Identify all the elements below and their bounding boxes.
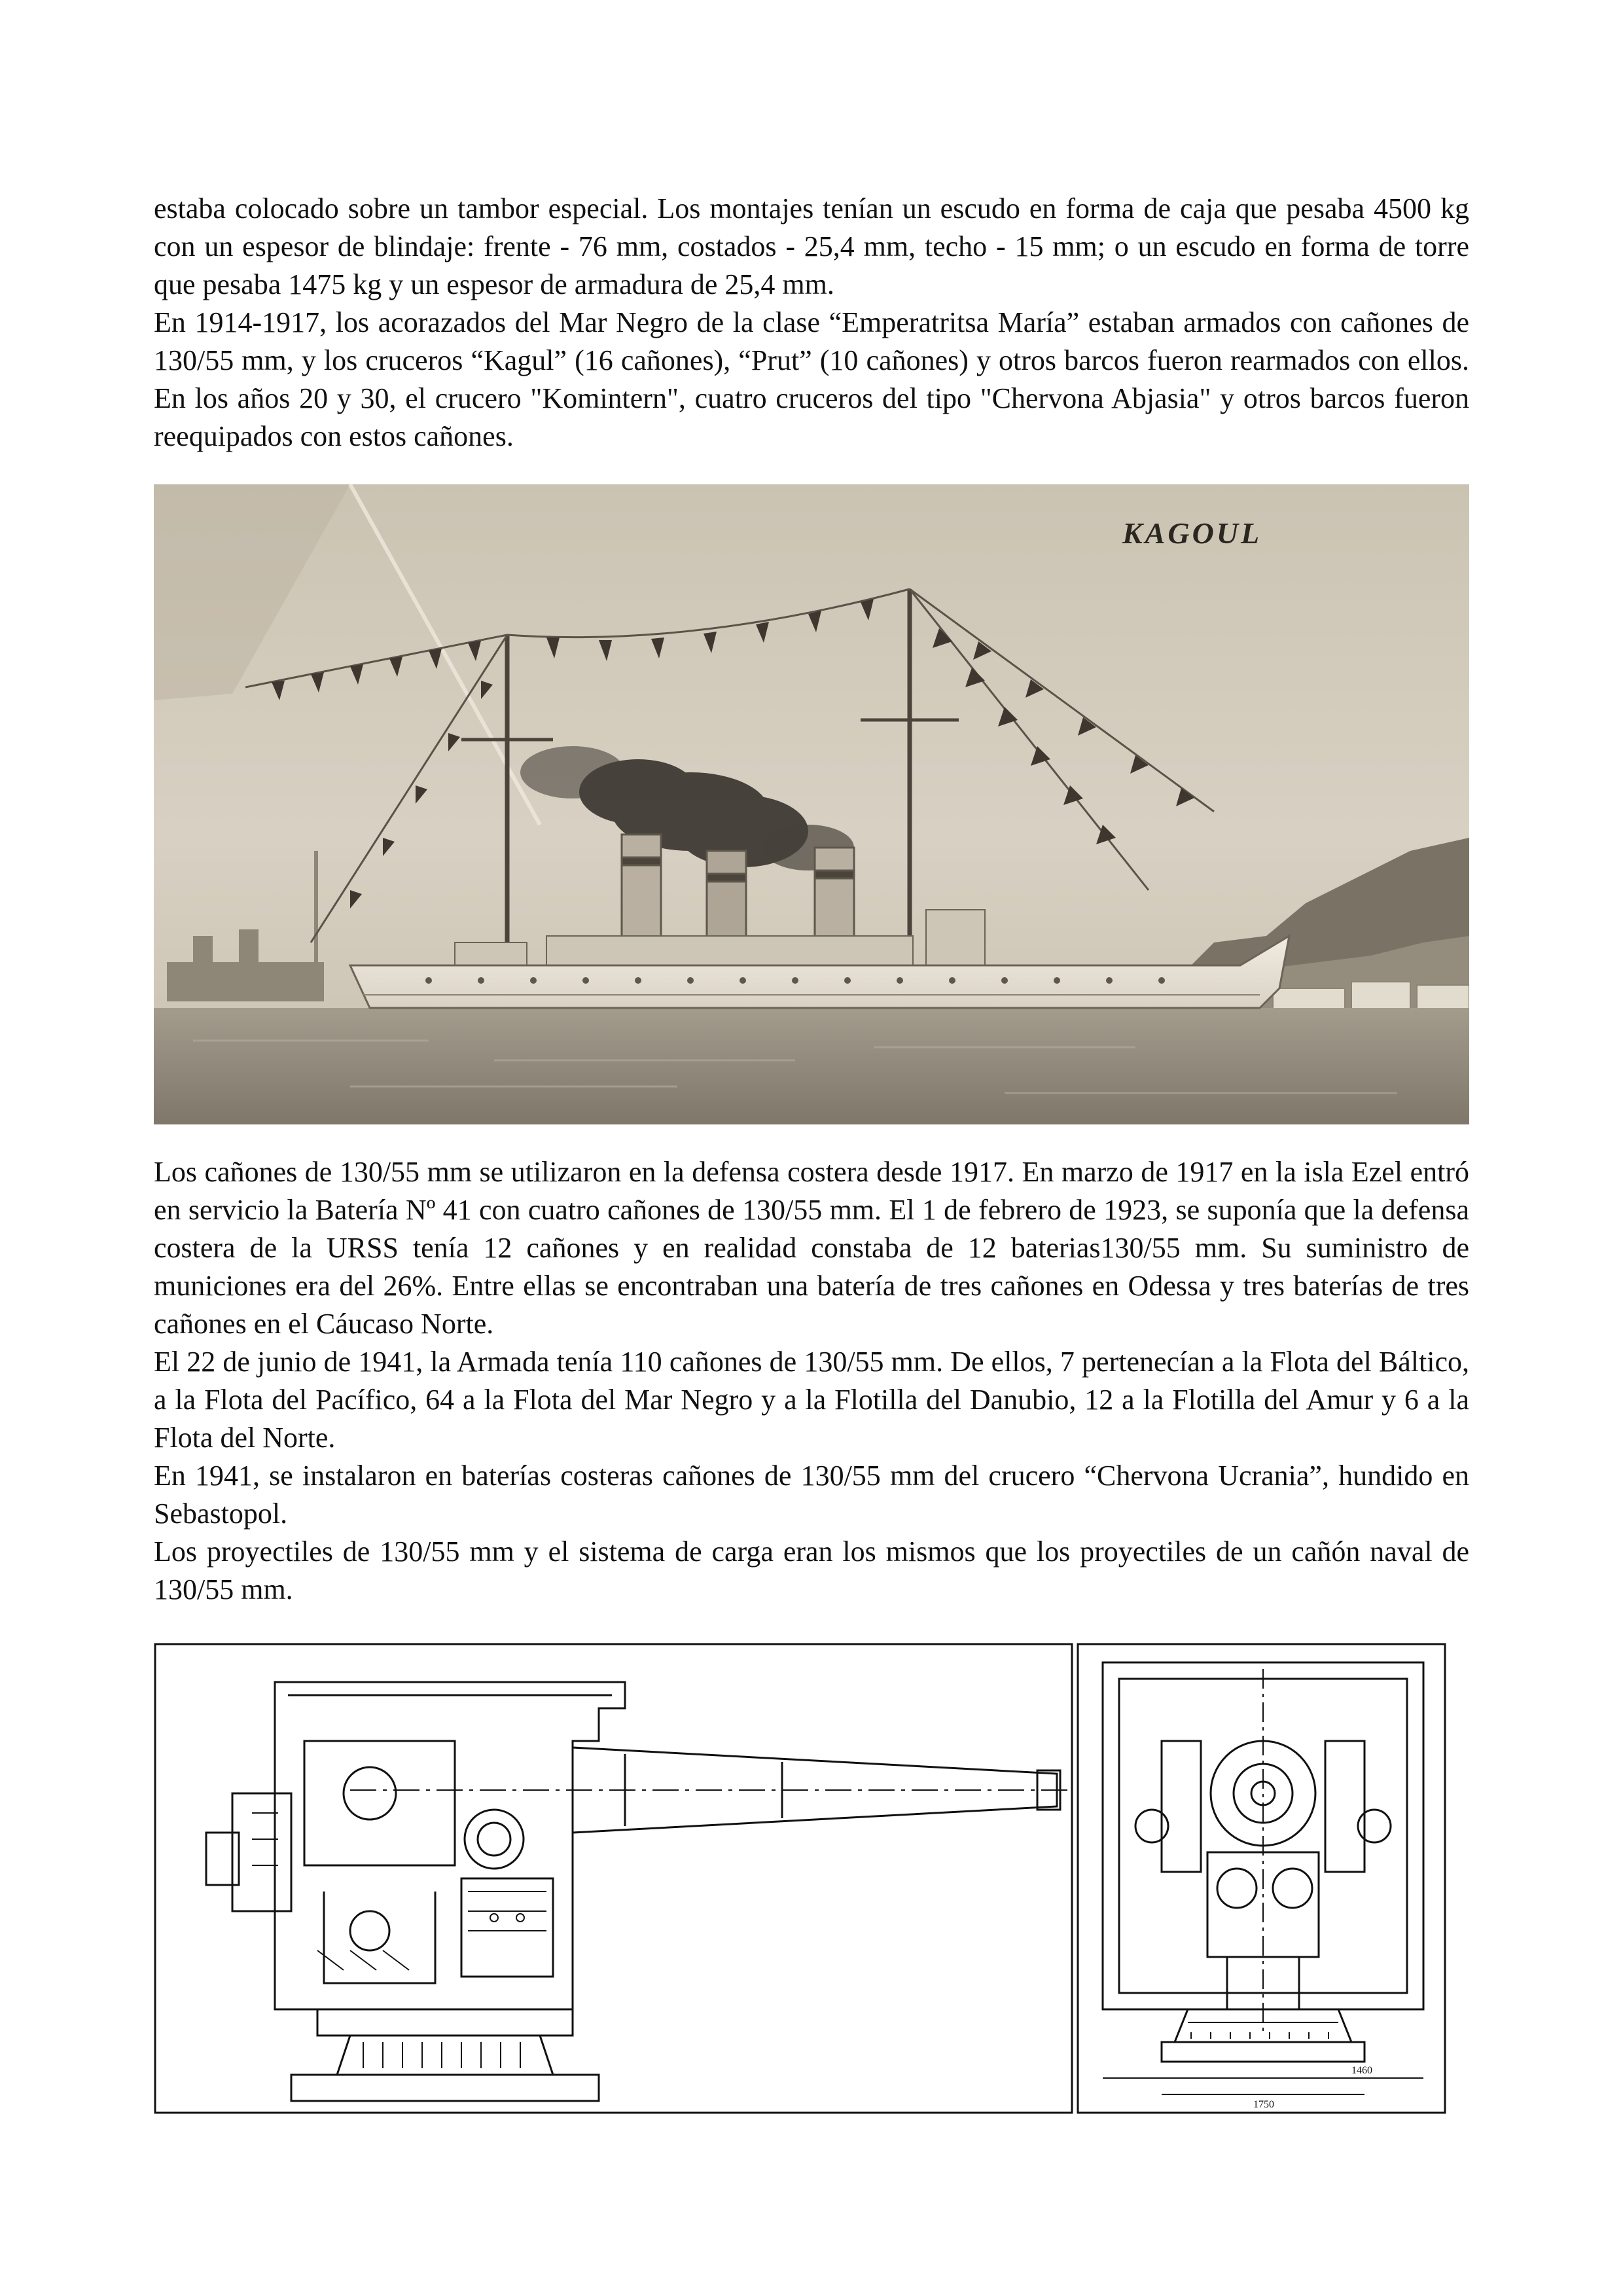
photo-caption: KAGOUL	[1122, 516, 1262, 550]
paragraph: El 22 de junio de 1941, la Armada tenía 110 cañones de 130/55 mm. De ellos, 7 pertenecían a la Flota del Báltico, a la Flota del Pacífico, 64 a la Flota del Mar Negro y a la Flotilla del Danubio, 12 a la Flotilla del Amur y 6 a la Flota del Norte.	[154, 1346, 1469, 1454]
paragraph: Los cañones de 130/55 mm se utilizaron en la defensa costera desde 1917. En marzo de 1917 en la isla Ezel entró en servicio la Batería Nº 41 con cuatro cañones de 130/55 mm. El 1 de febrero de 1923, se suponía que la defensa costera de la URSS tenía 12 cañones y en realidad constaba de 12 baterias130/55 mm. Su suministro de municiones era del 26%. Entre ellas se encontraban una batería de tres cañones en Odessa y tres baterías de tres cañones en el Cáucaso Norte.	[154, 1156, 1469, 1340]
paragraph: estaba colocado sobre un tambor especial. Los montajes tenían un escudo en forma de caja que pesaba 4500 kg con un espesor de blindaje: frente - 76 mm, costados - 25,4 mm, techo - 15 mm; o un escudo en forma de torre que pesaba 1475 kg y un espesor de armadura de 25,4 mm.	[154, 192, 1469, 300]
text-block-top	[154, 190, 1469, 456]
paragraph: En 1941, se instalaron en baterías costeras cañones de 130/55 mm del crucero “Chervona Ucrania”, hundido en Sebastopol.	[154, 1460, 1469, 1530]
photo-water	[154, 1008, 1469, 1124]
ship-photo	[154, 484, 1469, 1124]
gun-drawing-side-view	[154, 1643, 1073, 2114]
gun-drawing-front-view	[1077, 1643, 1446, 2114]
dimension-label: 1460	[1351, 2065, 1372, 2076]
text-block-bottom	[154, 1153, 1469, 1609]
paragraph: En 1914-1917, los acorazados del Mar Negro de la clase “Emperatritsa María” estaban armados con cañones de 130/55 mm, y los cruceros “Kagul” (16 cañones), “Prut” (10 cañones) y otros barcos fueron rearmados con ellos. En los años 20 y 30, el crucero "Komintern", cuatro cruceros del tipo "Chervona Abjasia" y otros barcos fueron reequipados con estos cañones.	[154, 306, 1469, 452]
dimension-label: 1750	[1253, 2099, 1274, 2110]
paragraph: Los proyectiles de 130/55 mm y el sistema de carga eran los mismos que los proyectiles de un cañón naval de 130/55 mm.	[154, 1535, 1469, 1605]
